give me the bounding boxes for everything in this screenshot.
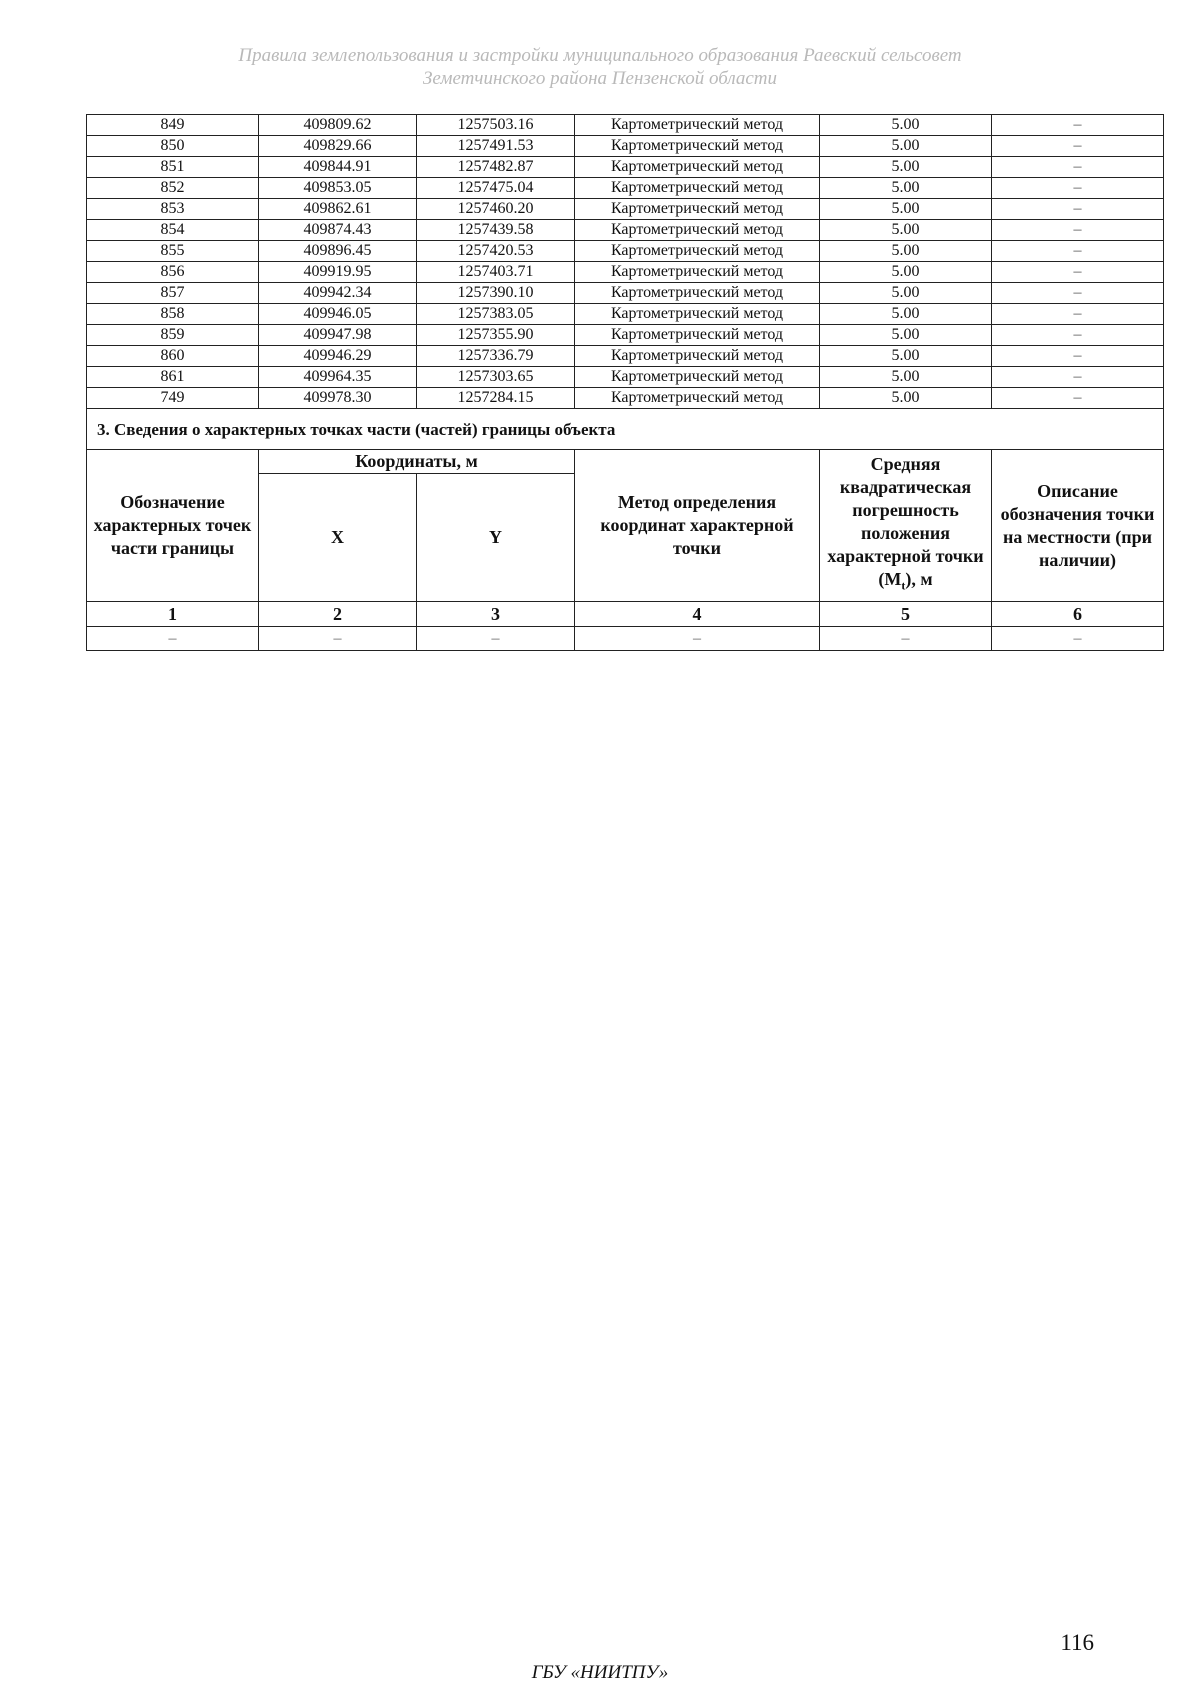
header-method: Метод определения координат характерной точки (575, 450, 820, 602)
x-coordinate-cell: 409862.61 (259, 199, 417, 220)
y-coordinate-cell: 1257336.79 (417, 346, 575, 367)
method-cell: Картометрический метод (575, 136, 820, 157)
table-row (87, 241, 1164, 262)
accuracy-cell: 5.00 (820, 346, 992, 367)
column-number: 6 (992, 602, 1164, 627)
table-row (87, 136, 1164, 157)
column-number: 1 (87, 602, 259, 627)
point-number-cell: 749 (87, 388, 259, 409)
description-cell: – (992, 157, 1164, 178)
empty-cell: – (417, 627, 575, 651)
description-cell: – (992, 220, 1164, 241)
description-cell: – (992, 178, 1164, 199)
point-number-cell: 850 (87, 136, 259, 157)
x-coordinate-cell: 409964.35 (259, 367, 417, 388)
x-coordinate-cell: 409919.95 (259, 262, 417, 283)
accuracy-cell: 5.00 (820, 136, 992, 157)
method-cell: Картометрический метод (575, 262, 820, 283)
point-number-cell: 849 (87, 115, 259, 136)
running-header-line-2: Земетчинского района Пензенской области (422, 68, 778, 89)
table-row (87, 388, 1164, 409)
point-number-cell: 858 (87, 304, 259, 325)
point-number-cell: 861 (87, 367, 259, 388)
table-row (87, 367, 1164, 388)
empty-cell: – (992, 627, 1164, 651)
header-designation: Обозначение характерных точек части границы (87, 450, 259, 602)
description-cell: – (992, 346, 1164, 367)
x-coordinate-cell: 409874.43 (259, 220, 417, 241)
table-row (87, 325, 1164, 346)
table-row (87, 115, 1164, 136)
x-coordinate-cell: 409942.34 (259, 283, 417, 304)
page-number: 116 (1060, 1630, 1094, 1655)
accuracy-cell: 5.00 (820, 115, 992, 136)
table-row (87, 283, 1164, 304)
x-coordinate-cell: 409829.66 (259, 136, 417, 157)
y-coordinate-cell: 1257420.53 (417, 241, 575, 262)
method-cell: Картометрический метод (575, 115, 820, 136)
y-coordinate-cell: 1257403.71 (417, 262, 575, 283)
description-cell: – (992, 136, 1164, 157)
method-cell: Картометрический метод (575, 178, 820, 199)
method-cell: Картометрический метод (575, 388, 820, 409)
x-coordinate-cell: 409896.45 (259, 241, 417, 262)
table-row (87, 346, 1164, 367)
point-number-cell: 856 (87, 262, 259, 283)
empty-cell: – (259, 627, 417, 651)
table-row (87, 178, 1164, 199)
method-cell: Картометрический метод (575, 304, 820, 325)
x-coordinate-cell: 409853.05 (259, 178, 417, 199)
method-cell: Картометрический метод (575, 241, 820, 262)
accuracy-cell: 5.00 (820, 262, 992, 283)
description-cell: – (992, 262, 1164, 283)
point-number-cell: 854 (87, 220, 259, 241)
x-coordinate-cell: 409809.62 (259, 115, 417, 136)
point-number-cell: 860 (87, 346, 259, 367)
y-coordinate-cell: 1257482.87 (417, 157, 575, 178)
point-number-cell: 851 (87, 157, 259, 178)
empty-row (87, 627, 1164, 651)
empty-cell: – (575, 627, 820, 651)
accuracy-cell: 5.00 (820, 241, 992, 262)
column-number: 2 (259, 602, 417, 627)
point-number-cell: 857 (87, 283, 259, 304)
description-cell: – (992, 388, 1164, 409)
header-accuracy-unit: ), м (905, 569, 933, 590)
accuracy-cell: 5.00 (820, 157, 992, 178)
description-cell: – (992, 115, 1164, 136)
empty-cell: – (820, 627, 992, 651)
section-3-title: 3. Сведения о характерных точках части (частей) границы объекта (87, 409, 1164, 450)
point-number-cell: 852 (87, 178, 259, 199)
method-cell: Картометрический метод (575, 346, 820, 367)
table-row (87, 157, 1164, 178)
data-rows (87, 115, 1164, 409)
accuracy-cell: 5.00 (820, 367, 992, 388)
method-cell: Картометрический метод (575, 199, 820, 220)
method-cell: Картометрический метод (575, 157, 820, 178)
y-coordinate-cell: 1257355.90 (417, 325, 575, 346)
description-cell: – (992, 325, 1164, 346)
method-cell: Картометрический метод (575, 283, 820, 304)
column-number-row (87, 602, 1164, 627)
method-cell: Картометрический метод (575, 325, 820, 346)
x-coordinate-cell: 409978.30 (259, 388, 417, 409)
point-number-cell: 855 (87, 241, 259, 262)
description-cell: – (992, 241, 1164, 262)
y-coordinate-cell: 1257491.53 (417, 136, 575, 157)
accuracy-cell: 5.00 (820, 283, 992, 304)
description-cell: – (992, 304, 1164, 325)
running-header (0, 44, 1200, 90)
method-cell: Картометрический метод (575, 220, 820, 241)
header-accuracy-subscript: t (901, 578, 906, 593)
point-number-cell: 859 (87, 325, 259, 346)
accuracy-cell: 5.00 (820, 325, 992, 346)
accuracy-cell: 5.00 (820, 178, 992, 199)
y-coordinate-cell: 1257303.65 (417, 367, 575, 388)
method-cell: Картометрический метод (575, 367, 820, 388)
header-y: Y (417, 474, 575, 602)
x-coordinate-cell: 409946.05 (259, 304, 417, 325)
description-cell: – (992, 367, 1164, 388)
x-coordinate-cell: 409946.29 (259, 346, 417, 367)
y-coordinate-cell: 1257284.15 (417, 388, 575, 409)
coordinates-table (86, 114, 1164, 651)
header-accuracy (820, 450, 992, 602)
y-coordinate-cell: 1257383.05 (417, 304, 575, 325)
point-number-cell: 853 (87, 199, 259, 220)
header-coordinates: Координаты, м (259, 450, 575, 474)
footer-organization: ГБУ «НИИТПУ» (531, 1662, 669, 1683)
y-coordinate-cell: 1257475.04 (417, 178, 575, 199)
table-row (87, 199, 1164, 220)
accuracy-cell: 5.00 (820, 388, 992, 409)
header-description: Описание обозначения точки на местности (при наличии) (992, 450, 1164, 602)
y-coordinate-cell: 1257503.16 (417, 115, 575, 136)
table-row (87, 220, 1164, 241)
header-accuracy-text: Средняя квадратическая погрешность положения характерной точки (M (827, 454, 984, 590)
column-number: 5 (820, 602, 992, 627)
y-coordinate-cell: 1257390.10 (417, 283, 575, 304)
accuracy-cell: 5.00 (820, 220, 992, 241)
accuracy-cell: 5.00 (820, 199, 992, 220)
description-cell: – (992, 283, 1164, 304)
running-header-line-1: Правила землепользования и застройки муниципального образования Раевский сельсовет (238, 45, 962, 66)
table-row (87, 262, 1164, 283)
description-cell: – (992, 199, 1164, 220)
y-coordinate-cell: 1257439.58 (417, 220, 575, 241)
column-number: 4 (575, 602, 820, 627)
y-coordinate-cell: 1257460.20 (417, 199, 575, 220)
table-row (87, 304, 1164, 325)
x-coordinate-cell: 409947.98 (259, 325, 417, 346)
empty-cell: – (87, 627, 259, 651)
column-number: 3 (417, 602, 575, 627)
x-coordinate-cell: 409844.91 (259, 157, 417, 178)
accuracy-cell: 5.00 (820, 304, 992, 325)
section-3 (87, 409, 1164, 651)
header-x: X (259, 474, 417, 602)
